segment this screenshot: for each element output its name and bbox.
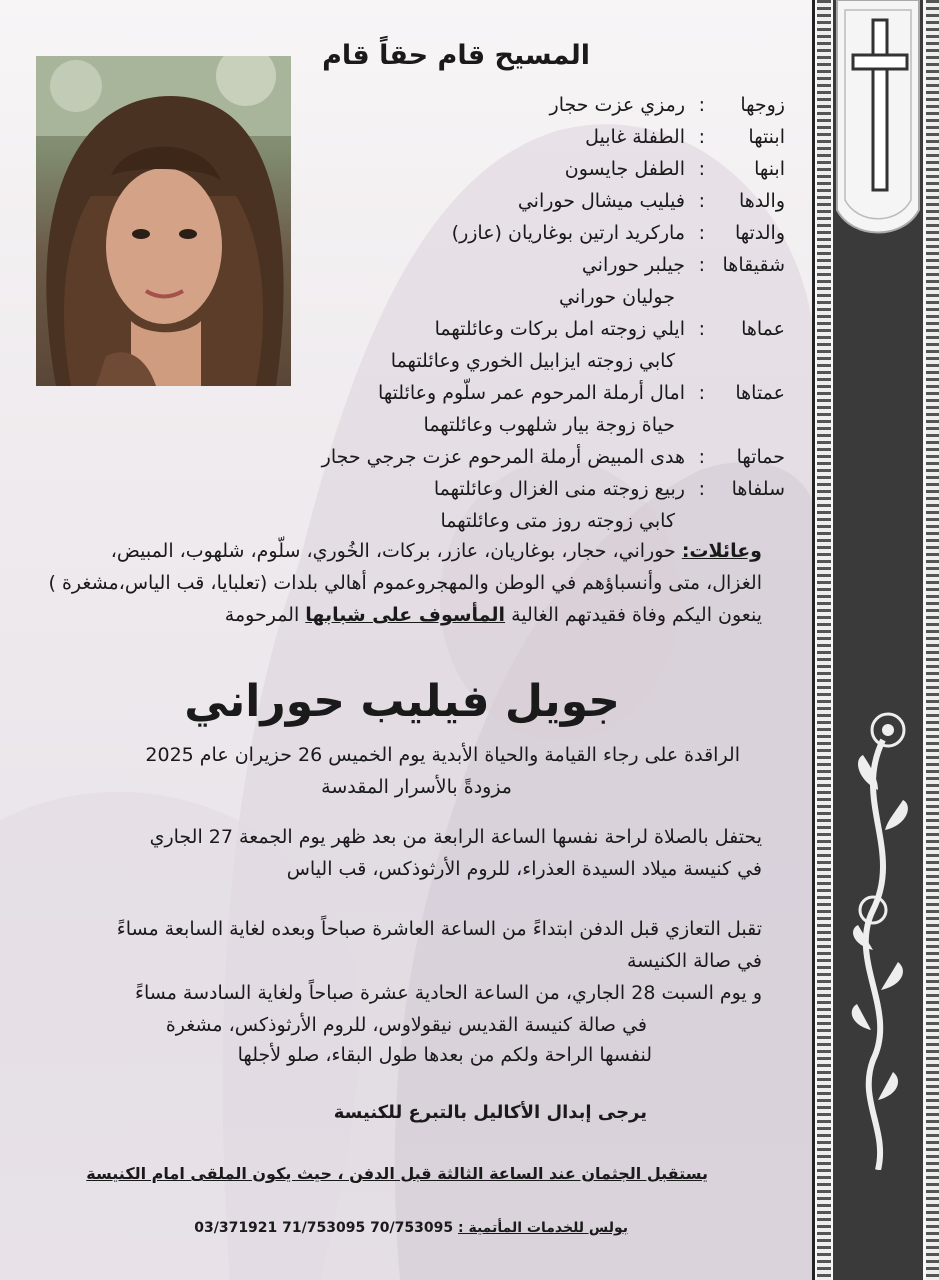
- families-line-3: [225, 604, 762, 626]
- families-label: وعائلات:: [681, 540, 762, 562]
- funeral-line-2: في كنيسة ميلاد السيدة العذراء، للروم الأرثوذكس، قب الياس: [286, 858, 762, 880]
- condolences-line-1: تقبل التعازي قبل الدفن ابتداءً من الساعة العاشرة صباحاً وبعده لغاية السابعة مساءً: [116, 918, 762, 940]
- relative-name: امال أرملة المرحوم عمر سلّوم وعائلتها: [378, 382, 685, 404]
- condolences-line-3: و يوم السبت 28 الجاري، من الساعة الحادية عشرة صباحاً ولغاية السادسة مساءً: [135, 982, 762, 1004]
- families-line-1: [111, 540, 762, 562]
- relation-label: زوجها: [740, 94, 785, 116]
- relation-separator: :: [698, 94, 705, 116]
- announce-emphasis: المأسوف على شبابها: [305, 604, 506, 626]
- relative-name: كابي زوجته ايزابيل الخوري وعائلتهما: [390, 350, 675, 372]
- contact-line: [194, 1220, 628, 1236]
- relation-separator: :: [698, 478, 705, 500]
- deceased-name: جويل فيليب حوراني: [184, 676, 620, 727]
- relation-separator: :: [698, 158, 705, 180]
- cross-icon: [833, 0, 923, 250]
- relative-name: الطفل جايسون: [564, 158, 685, 180]
- relative-name: جوليان حوراني: [558, 286, 675, 308]
- relation-separator: :: [698, 190, 705, 212]
- relative-name: جيلبر حوراني: [581, 254, 685, 276]
- relation-label: ابنها: [754, 158, 785, 180]
- page-title: المسيح قام حقاً قام: [322, 40, 590, 71]
- death-line-2: مزودةً بالأسرار المقدسة: [321, 776, 512, 798]
- relation-label: عماها: [741, 318, 785, 340]
- phone-numbers: 03/371921 71/753095 70/753095: [194, 1220, 454, 1236]
- relation-label: سلفاها: [731, 478, 785, 500]
- relative-name: كابي زوجته روز متى وعائلتهما: [440, 510, 675, 532]
- death-line-1: الراقدة على رجاء القيامة والحياة الأبدية يوم الخميس 26 حزيران عام 2025: [145, 744, 740, 766]
- relative-name: رمزي عزت حجار: [549, 94, 685, 116]
- relation-separator: :: [698, 126, 705, 148]
- relation-label: والدها: [738, 190, 785, 212]
- relative-name: ايلي زوجته امل بركات وعائلتهما: [434, 318, 685, 340]
- decorative-border: [812, 0, 939, 1280]
- relation-separator: :: [698, 222, 705, 244]
- funeral-services-label: بولس للخدمات المأتمية :: [458, 1220, 628, 1236]
- relation-label: ابنتها: [748, 126, 785, 148]
- relative-name: ربيع زوجته منى الغزال وعائلتهما: [433, 478, 685, 500]
- families-line-2: الغزال، متى وأنسباؤهم في الوطن والمهجروعموم أهالي بلدات (تعلبايا، قب الياس،مشغرة ): [48, 572, 762, 594]
- families-names: حوراني، حجار، بوغاريان، عازر، بركات، الخُوري، سلّوم، شلهوب، المبيض،: [110, 540, 676, 562]
- funeral-line-1: يحتفل بالصلاة لراحة نفسها الساعة الرابعة من بعد ظهر يوم الجمعة 27 الجاري: [149, 826, 762, 848]
- deceased-photo: [36, 56, 291, 386]
- condolences-line-5: لنفسها الراحة ولكم من بعدها طول البقاء، صلو لأجلها: [237, 1044, 652, 1066]
- relative-name: الطفلة غابيل: [585, 126, 685, 148]
- announce-text: ينعون اليكم وفاة فقيدتهم الغالية: [511, 604, 762, 626]
- flowers-request: يرجى إبدال الأكاليل بالتبرع للكنيسة: [333, 1102, 647, 1123]
- relative-name: هدى المبيض أرملة المرحوم عزت جرجي حجار: [321, 446, 685, 468]
- relation-label: حماتها: [736, 446, 785, 468]
- relation-separator: :: [698, 254, 705, 276]
- relative-name: ماركريد ارتين بوغاريان (عازر): [451, 222, 685, 244]
- relation-label: والدتها: [734, 222, 785, 244]
- relation-label: عمتاها: [735, 382, 785, 404]
- condolences-line-2: في صالة الكنيسة: [626, 950, 762, 972]
- relation-separator: :: [698, 318, 705, 340]
- reception-note: يستقبل الجثمان عند الساعة الثالثة قبل الدفن ، حيث يكون الملقى امام الكنيسة: [86, 1164, 708, 1183]
- relation-label: شقيقاها: [722, 254, 785, 276]
- relation-separator: :: [698, 382, 705, 404]
- announce-suffix: المرحومة: [224, 604, 300, 626]
- floral-vine-icon: [833, 700, 923, 1170]
- condolences-line-4: في صالة كنيسة القديس نيقولاوس، للروم الأرثوذكس، مشغرة: [165, 1014, 647, 1036]
- relation-separator: :: [698, 446, 705, 468]
- relative-name: حياة زوجة بيار شلهوب وعائلتهما: [423, 414, 675, 436]
- relative-name: فيليب ميشال حوراني: [517, 190, 685, 212]
